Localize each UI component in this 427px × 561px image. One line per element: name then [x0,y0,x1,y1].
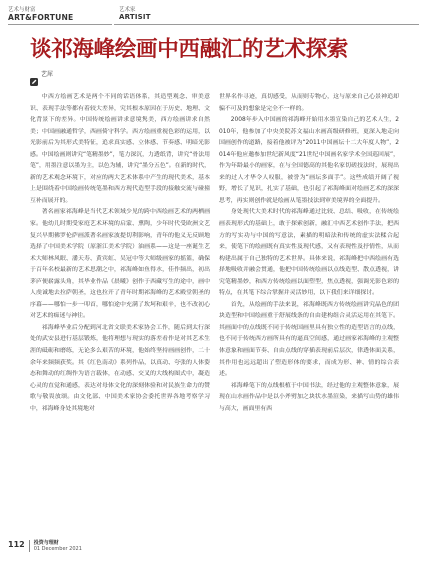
pen-icon-svg [30,78,38,86]
article-column-left [30,92,210,415]
section-name-cn: 艺术与财富 [8,7,36,13]
section-header-right [119,7,159,23]
article-title: 谈祁海峰绘画中西融汇的艺术探索 [30,37,349,62]
body-paragraph: 2008年步入中国画的祁海峰开始用水墨宣染自己的艺术人生，2010年，他参加了中央美院苏文福山水画高级研修班，更深入地走向国画创作的道路，接着他被评为“2011中国画坛十二大年度人物”，2014年他应邀参加世纪新风度“21世纪中国画名家学术全国巡回展”，作为年龄最小的画家，在与全国德高的其他名家切磋技法时，展现出来的过人才华令人叹服，被誉为“画坛多面手”。这些成绩开阔了视野，增长了见识，扎实了基础，也引起了祁海峰面对绘画艺术的深深思考，再实则创作就是绘画从笔墨技法到审美境界的全面提升。 [219,117,399,204]
pen-icon [30,71,38,79]
footer-meta [34,540,82,552]
issue-date: 01 December 2021 [33,546,82,552]
author-byline [30,70,53,80]
body-paragraph: 祁海峰笔下的点线根植于中国书法，经过他的主观整体意象，展现在山水画作品中是以小斧劈加之块状水墨渲染，来描写山势的雄伟与高大，画面里有西 [219,382,399,412]
body-paragraph: 身处现代大美术时代的祁海峰通过比较、总结、吸收，在传统绘画表现形式的基础上，敢于探索创新，融汇中西艺术创作手法，把西方的写实功与中国的写意法，素描的明暗法和传统的虚实法糅合起来，使笔下的绘画既有真实性及现代感，又有表现性及抒情性，从而构建出属于自己独特的艺术世界。具体来说，祁海峰把中西绘画有选择地吸收并融会贯通，他把中国传统绘画以点线造型、散点透视，讲究笔精墨妙，和西方传统绘画以面塑型，焦点透视，强调光影色彩的特点，在其笔下综合掌握并灵活妙用，以下我们来详细探讨。 [219,209,399,297]
column-name-cn: 艺术家 [119,7,136,13]
magazine-name: 投资与理财 [33,540,59,546]
body-paragraph: 著名画家祁海峰是当代艺术领域少见的跨中西绘画艺术的两栖画家。他幼儿时期受家庭艺术环境的启蒙、熏陶，少年时代受欧洲文艺复兴早期佛罗伦萨画派著名画家波提切利影响，青年的他义无反顾地选择了中国美术学院（原浙江美术学院）油画系——这是一座诞生艺术大师林风眠、潘天寿、黄宾虹、吴冠中等大师级画家的摇篮，确保于百年名校最新的艺术思潮之中，祁海峰如鱼得水，佳作频出，初出茅庐便崭露头角，其毕业作品《晨曦》创作于西藏写生的途中，画中人虔诚地去拉萨朝圣，这也拉开了青年时期祁海峰的艺术殿堂朝圣的序幕——哪怕一步一叩首，哪怕途中充满了坎坷和艰辛，也不改初心对艺术的痴迷与神往。 [30,209,210,320]
article-column-right [219,92,399,415]
body-paragraph: 祁海峰毕业后分配到河北省文联美术家协会工作，随后到太行深处的武安县进行基层锻炼，他将理想与现实的落差看作是对其艺术生涯的砥砺和磨练，无论多么艰苦的环境，他始终坚持画画创作，二十余年来频频获奖。其《红色南动》系列作品，以真动、夸张的人体姿态和舞动的红绸作为语言载体，在动感、交叉的大线构图式中，凝造心灵的直觉和通感，表达对母体文化的深刻体验和对民族生命力的赞歌与敬畏放颂。由文化部、中国美术家协会委托世界各地考察学习中，祁海峰身处其境地对 [30,324,210,412]
body-paragraph: 世界名作寻迹，真切感受，从而则专物心，这与原来自己心景神追却骗不可及的想象是完全不一样的。 [219,94,399,112]
column-name-en: ARTISIT [119,13,151,21]
page-footer [8,540,82,554]
body-paragraph: 首先，从绘画的手法来说，祁海峰既西方传统绘画讲究晶色的团块造型和中国绘画重于舒展线条的自由建构组合灵活运用在其笔下。其画面中的点线既不同于传统国画里具有独立性的造型语言的点线，也不同于传统西方画所具有的逼真空间感，通过画家祁海峰的主观整体意象和画面节奏、自由点线的穿插表现前后层次，律透体面关系，其作用也远远超出了塑造形体的要求，而成为形、神、情的综合表述。 [219,301,399,378]
section-name-en: ART&FORTUNE [8,13,74,22]
footer-divider [29,540,30,552]
header-divider-right [114,24,419,25]
body-paragraph: 中西方绘画艺术是两个不同的话语体系，其造型观念、审美意识、表现手法等都有着较大差异，究其根本原因在于历史、地理、文化背景下的差异。中国传统绘画讲求意境隽美，西方绘画讲求自然美；中国画融通哲学，西画倚守科学。西方绘画重视色彩的运用，以光影前后为其形式美特征，追求真实感、立体感、节奏感、明暗光影感。中国绘画则讲究“笔精墨妙”，笔力深沉，力透纸背，讲究“骨法用笔”，用墨注意以墨为主，以色为辅，讲究“墨分五色”。在新的时代，新的艺术观念环境下，对应的两大艺术体系中产生的现代美术，基本上是围绕着中国绘画传统笔墨和西方现代造型手段的接触交流与碰撞互补而展开的。 [30,94,210,204]
author-name: 艺犀 [41,71,54,78]
page-number: 112 [8,540,25,549]
header-divider-left [8,24,112,25]
section-header-left [8,7,74,23]
